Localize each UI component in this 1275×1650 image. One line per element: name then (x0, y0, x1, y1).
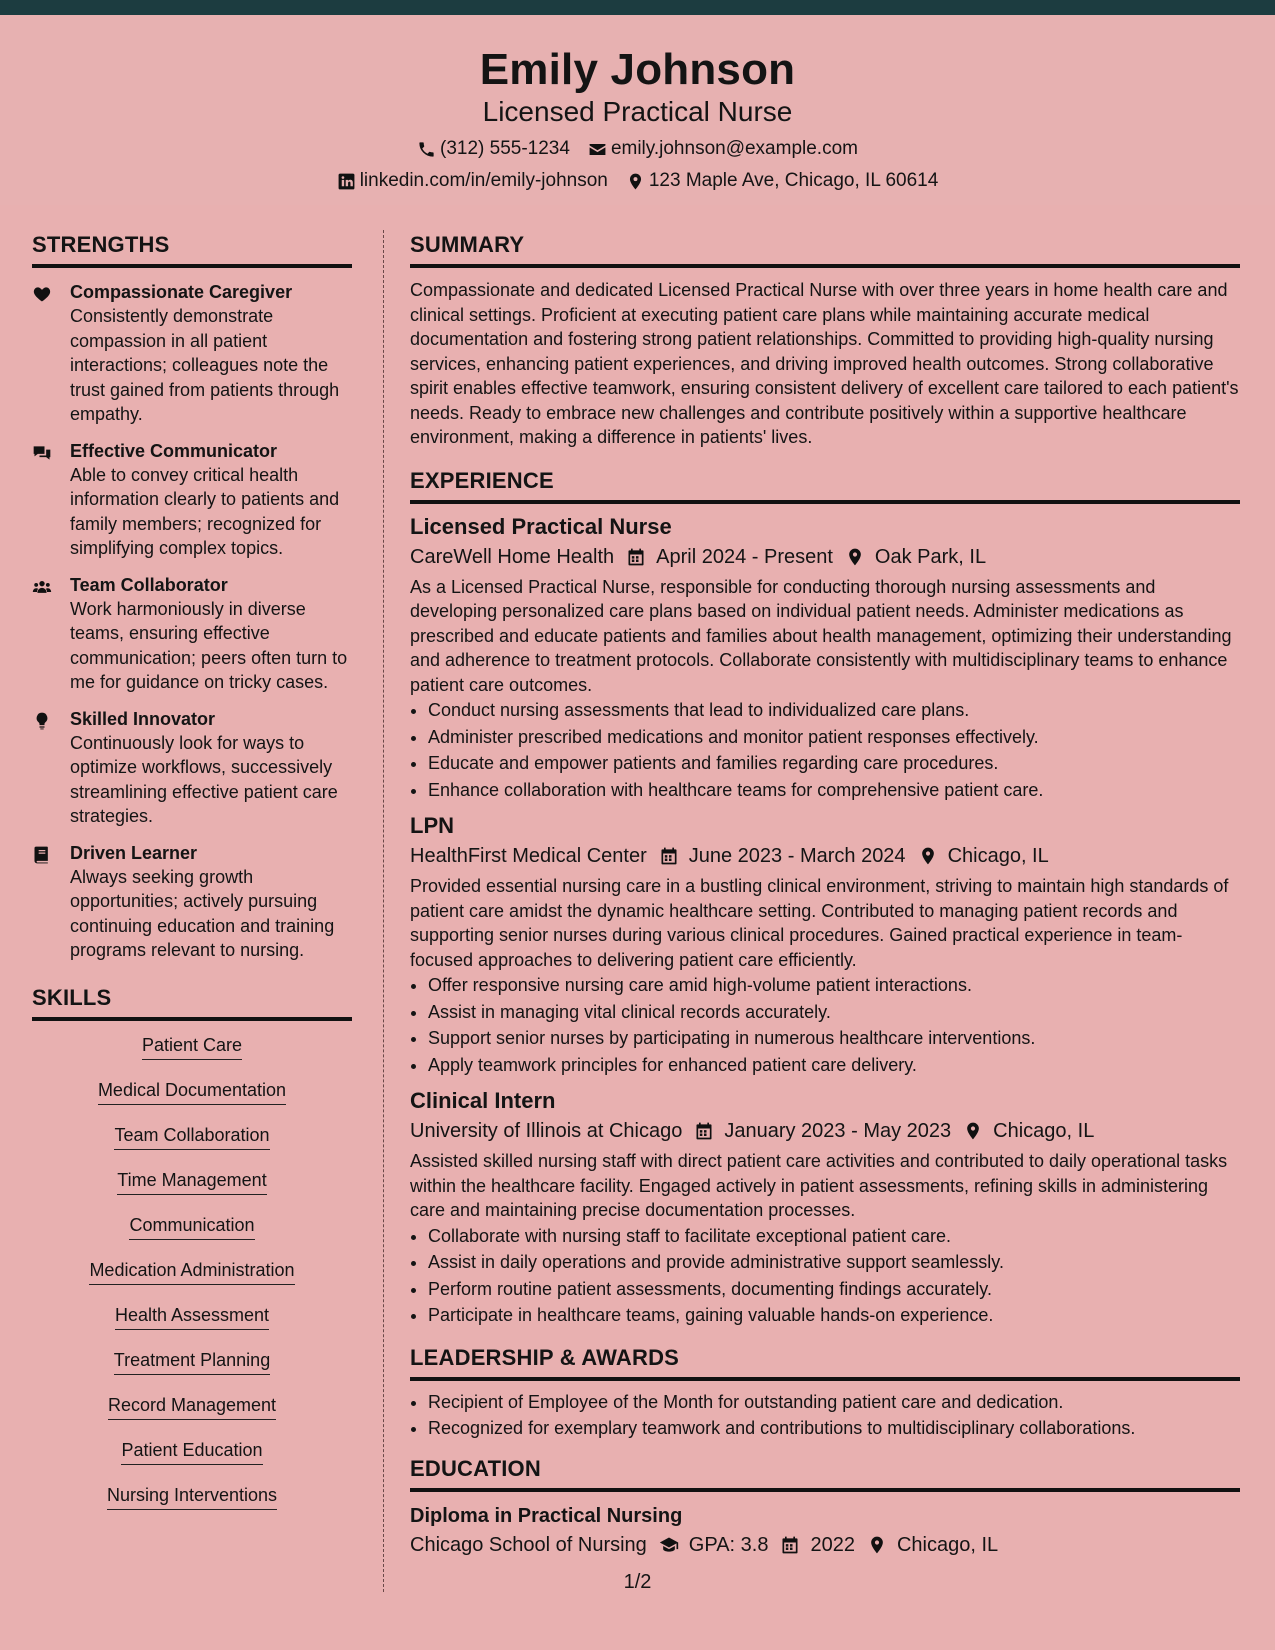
right-column (410, 230, 1240, 1563)
job-bullet: • Conduct nursing assessments that lead to individualized care plans. (428, 697, 1240, 724)
strength-item (32, 707, 352, 829)
lightbulb-icon (32, 711, 52, 731)
map-marker-icon (626, 172, 645, 191)
strength-desc: Work harmoniously in diverse teams, ensuring effective communication; peers often turn to me for guidance on tricky cases. (70, 598, 348, 692)
skills-heading: SKILLS (32, 983, 352, 1021)
phone-text: (312) 555-1234 (440, 138, 570, 159)
comments-icon (32, 443, 52, 463)
top-bar (0, 0, 1275, 15)
job-entry (410, 512, 1240, 804)
education-meta (410, 1530, 1240, 1560)
job-location: Oak Park, IL (874, 545, 987, 568)
job-bullets (410, 1223, 1240, 1329)
job-dates: January 2023 - May 2023 (724, 1120, 952, 1142)
linkedin-contact[interactable] (337, 169, 608, 193)
skill-tag: Time Management (117, 1168, 266, 1195)
strength-desc: Always seeking growth opportunities; actively pursuing continuing education and training programs relevant to nursing. (70, 866, 335, 960)
job-company: CareWell Home Health (410, 545, 615, 568)
strength-title: Skilled Innovator (70, 708, 216, 729)
awards-list (410, 1389, 1240, 1442)
graduation-cap-icon (659, 1535, 679, 1555)
strength-title: Driven Learner (70, 842, 198, 863)
skill-tag: Health Assessment (115, 1303, 269, 1330)
strength-item (32, 841, 352, 963)
experience-heading: EXPERIENCE (410, 466, 1240, 504)
strengths-list (32, 280, 352, 963)
strength-desc: Able to convey critical health information clearly to patients and family members; recognized for simplifying complex topics. (70, 464, 340, 558)
map-marker-icon (963, 1121, 983, 1141)
awards-heading: LEADERSHIP & AWARDS (410, 1343, 1240, 1381)
award-item: • Recognized for exemplary teamwork and contributions to multidisciplinary collaborations. (428, 1415, 1240, 1442)
candidate-title: Licensed Practical Nurse (482, 96, 793, 127)
job-bullet: • Participate in healthcare teams, gaining valuable hands-on experience. (428, 1302, 1240, 1329)
education-degree: Diploma in Practical Nursing (410, 1504, 683, 1527)
job-meta (410, 1116, 1240, 1146)
education-heading: EDUCATION (410, 1454, 1240, 1492)
skills-list (32, 1033, 352, 1528)
job-entry (410, 811, 1240, 1078)
strength-item (32, 573, 352, 695)
job-description: Assisted skilled nursing staff with direct patient care activities and contributed to daily operational tasks within the healthcare facility. Engaged actively in patient assessments, refining skills in administering care and maintaining precise documentation processes. (410, 1151, 1228, 1220)
job-company: HealthFirst Medical Center (410, 845, 647, 867)
job-bullet: • Collaborate with nursing staff to facilitate exceptional patient care. (428, 1223, 1240, 1250)
map-marker-icon (867, 1535, 887, 1555)
strength-item (32, 280, 352, 427)
calendar-icon (659, 846, 679, 866)
education-school: Chicago School of Nursing (410, 1533, 647, 1556)
email-contact[interactable] (588, 137, 858, 161)
job-description: As a Licensed Practical Nurse, responsible for conducting thorough nursing assessments and developing personalized care plans based on individual patient needs. Administer medications as prescribed and educate patients and families about health management, optimizing their understanding and adherence to treatment protocols. Collaborate consistently with multidisciplinary teams to enhance patient care outcomes. (410, 576, 1232, 695)
phone-icon (417, 140, 436, 159)
skill-tag: Treatment Planning (114, 1348, 270, 1375)
calendar-icon (694, 1121, 714, 1141)
contact-row-2 (0, 169, 1275, 193)
calendar-icon (626, 547, 646, 567)
skill-tag: Nursing Interventions (107, 1483, 277, 1510)
users-icon (32, 577, 52, 597)
job-bullet: • Support senior nurses by participating in numerous healthcare interventions. (428, 1025, 1240, 1052)
skill-tag: Communication (129, 1213, 254, 1240)
address-contact (626, 169, 938, 193)
strengths-heading: STRENGTHS (32, 230, 352, 268)
job-bullet: • Offer responsive nursing care amid high-volume patient interactions. (428, 972, 1240, 999)
strength-title: Team Collaborator (70, 574, 228, 595)
page-number: 1/2 (623, 1571, 652, 1593)
job-location: Chicago, IL (947, 845, 1049, 867)
candidate-name: Emily Johnson (479, 45, 796, 94)
strength-item (32, 439, 352, 561)
email-text[interactable]: emily.johnson@example.com (610, 138, 858, 159)
job-meta (410, 841, 1240, 871)
education-location: Chicago, IL (896, 1533, 999, 1556)
strength-title: Effective Communicator (70, 440, 278, 461)
award-item: • Recipient of Employee of the Month for outstanding patient care and dedication. (428, 1389, 1240, 1416)
phone-contact (417, 137, 570, 161)
job-bullet: • Perform routine patient assessments, documenting findings accurately. (428, 1276, 1240, 1303)
job-dates: April 2024 - Present (656, 545, 833, 568)
linkedin-text[interactable]: linkedin.com/in/emily-johnson (359, 170, 608, 191)
job-company: University of Illinois at Chicago (410, 1120, 683, 1142)
job-description: Provided essential nursing care in a bustling clinical environment, striving to maintain high standards of patient care amidst the dynamic healthcare setting. Contributed to managing patient records and supporting senior nurses during various clinical procedures. Gained practical experience in team-focused approaches to delivering patient care efficiently. (410, 876, 1229, 970)
envelope-icon (588, 140, 607, 159)
job-bullet: • Administer prescribed medications and monitor patient responses effectively. (428, 724, 1240, 751)
job-title: Licensed Practical Nurse (410, 513, 672, 539)
book-icon (32, 845, 52, 865)
skill-tag: Record Management (108, 1393, 276, 1420)
job-bullets (410, 972, 1240, 1078)
job-dates: June 2023 - March 2024 (688, 845, 906, 867)
job-title: LPN (410, 813, 454, 838)
job-bullet: • Assist in managing vital clinical records accurately. (428, 999, 1240, 1026)
strength-desc: Consistently demonstrate compassion in all patient interactions; colleagues note the trust gained from patients through empathy. (70, 306, 340, 424)
address-text: 123 Maple Ave, Chicago, IL 60614 (648, 170, 939, 191)
skill-tag: Patient Education (121, 1438, 262, 1465)
map-marker-icon (918, 846, 938, 866)
job-meta (410, 542, 1240, 572)
skill-tag: Patient Care (142, 1033, 242, 1060)
skill-tag: Team Collaboration (114, 1123, 269, 1150)
job-title: Clinical Intern (410, 1088, 556, 1113)
job-entry (410, 1086, 1240, 1329)
linkedin-icon (337, 172, 356, 191)
strength-desc: Continuously look for ways to optimize workflows, successively streamlining effective patient care strategies. (70, 732, 338, 826)
heart-icon (32, 284, 52, 304)
job-location: Chicago, IL (993, 1120, 1095, 1142)
skill-tag: Medical Documentation (98, 1078, 286, 1105)
summary-text: Compassionate and dedicated Licensed Practical Nurse with over three years in home health care and clinical settings. Proficient at executing patient care plans while maintaining accurate medical documentation and fostering strong patient relationships. Committed to providing high-quality nursing services, enhancing patient experiences, and driving improved health outcomes. Strong collaborative spirit enables effective teamwork, ensuring consistent delivery of excellent care tailored to each patient's needs. Ready to embrace new challenges and contribute positively within a supportive healthcare environment, making a difference in patients' lives. (410, 280, 1239, 447)
map-marker-icon (845, 547, 865, 567)
job-bullets (410, 697, 1240, 803)
summary-heading: SUMMARY (410, 230, 1240, 268)
education-year: 2022 (810, 1533, 855, 1556)
calendar-icon (780, 1535, 800, 1555)
job-bullet: • Assist in daily operations and provide administrative support seamlessly. (428, 1249, 1240, 1276)
resume-header (0, 15, 1275, 205)
left-column (32, 230, 352, 1528)
column-divider (383, 230, 384, 1592)
skill-tag: Medication Administration (89, 1258, 294, 1285)
education-gpa: GPA: 3.8 (688, 1533, 769, 1556)
contact-row-1 (0, 137, 1275, 161)
job-bullet: • Enhance collaboration with healthcare teams for comprehensive patient care. (428, 777, 1240, 804)
job-bullet: • Apply teamwork principles for enhanced patient care delivery. (428, 1052, 1240, 1079)
strength-title: Compassionate Caregiver (70, 282, 293, 302)
job-bullet: • Educate and empower patients and families regarding care procedures. (428, 750, 1240, 777)
